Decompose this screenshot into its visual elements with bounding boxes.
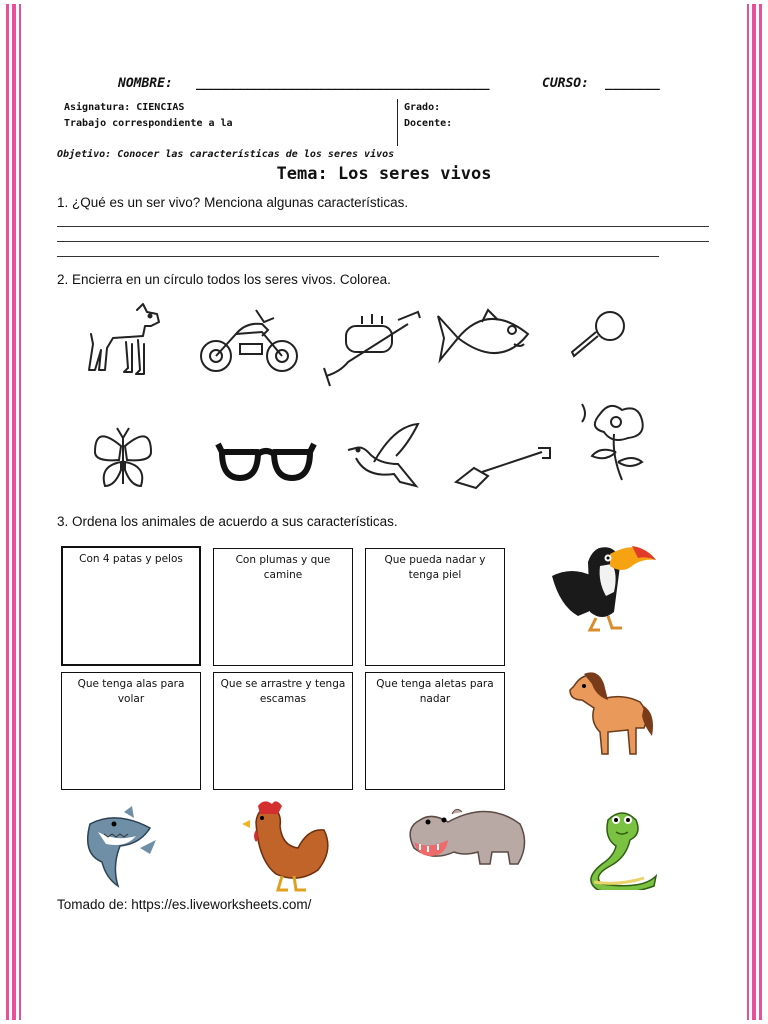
category-label: Con 4 patas y pelos [79, 553, 183, 565]
header-divider [397, 99, 398, 146]
left-page-border [6, 4, 32, 1020]
category-box-2[interactable] [213, 548, 353, 666]
question-1: 1. ¿Qué es un ser vivo? Menciona algunas características. [57, 195, 409, 210]
trabajo-text: Trabajo correspondiente a la [64, 118, 233, 129]
nombre-label: NOMBRE: [118, 76, 173, 91]
shovel-icon[interactable] [452, 446, 554, 490]
flower-icon[interactable] [574, 400, 652, 482]
category-label: Que tenga aletas para nadar [376, 678, 494, 705]
category-box-4[interactable] [61, 672, 201, 790]
category-box-6[interactable] [365, 672, 505, 790]
dove-icon[interactable] [344, 420, 422, 496]
dog-icon[interactable] [82, 300, 172, 390]
objetivo-text: Objetivo: Conocer las características de los seres vivos [57, 149, 395, 160]
category-box-3[interactable] [365, 548, 505, 666]
glasses-icon[interactable] [214, 438, 320, 488]
answer-line-2[interactable] [57, 241, 709, 242]
toucan-icon[interactable] [548, 540, 658, 636]
hippo-icon[interactable] [408, 806, 528, 876]
shark-icon[interactable] [84, 806, 158, 892]
nombre-blank[interactable]: ________________________________________ [196, 76, 490, 91]
asignatura-text: Asignatura: CIENCIAS [64, 102, 185, 113]
grado-label: Grado: [404, 102, 441, 113]
category-label: Con plumas y que camine [235, 554, 331, 581]
butterfly-icon[interactable] [92, 424, 154, 494]
category-label: Que se arrastre y tenga escamas [220, 678, 346, 705]
question-3: 3. Ordena los animales de acuerdo a sus características. [57, 514, 398, 529]
answer-line-3[interactable] [57, 256, 659, 257]
category-box-5[interactable] [213, 672, 353, 790]
snake-icon[interactable] [582, 806, 660, 890]
question-2: 2. Encierra en un círculo todos los seres vivos. Colorea. [57, 272, 391, 287]
curso-label: CURSO: [542, 76, 589, 91]
category-box-1[interactable] [61, 546, 201, 666]
category-label: Que pueda nadar y tenga piel [384, 554, 486, 581]
right-page-border [736, 4, 762, 1020]
magnifier-icon[interactable] [568, 308, 632, 362]
answer-line-1[interactable] [57, 226, 709, 227]
horse-icon[interactable] [564, 666, 656, 758]
docente-label: Docente: [404, 118, 453, 129]
fish-icon[interactable] [432, 306, 536, 378]
curso-blank[interactable]: _______ [605, 76, 660, 91]
page-title: Tema: Los seres vivos [276, 164, 492, 184]
hen-icon[interactable] [242, 800, 332, 894]
source-citation: Tomado de: https://es.liveworksheets.com/ [57, 897, 312, 912]
category-label: Que tenga alas para volar [77, 678, 185, 705]
trumpet-icon[interactable] [322, 306, 426, 392]
motorcycle-icon[interactable] [196, 304, 302, 376]
